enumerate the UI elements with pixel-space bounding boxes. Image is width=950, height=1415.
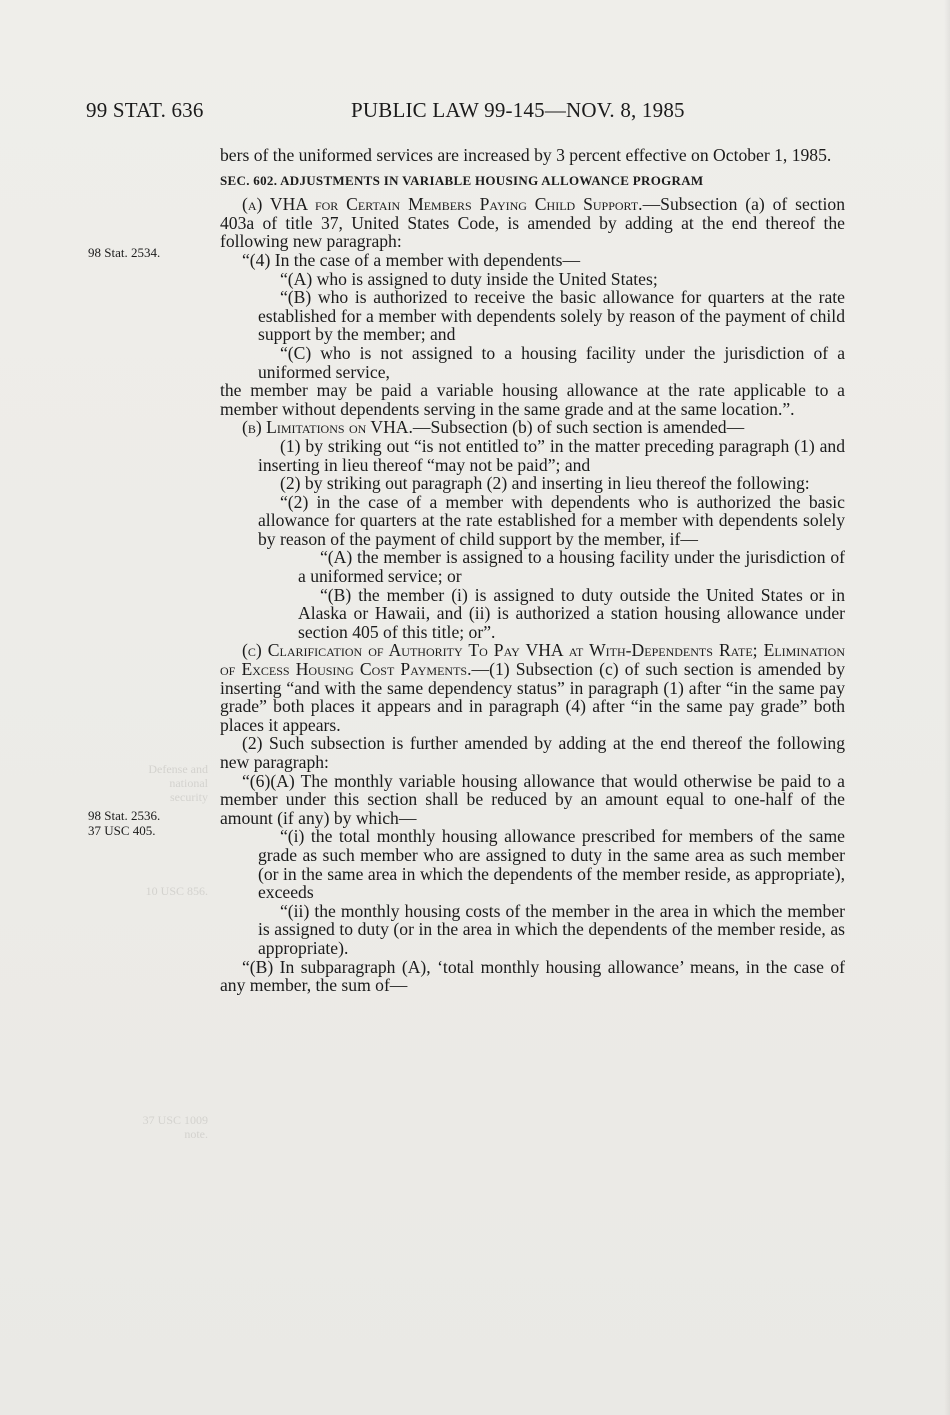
margin-note-line: 37 USC 405.: [88, 823, 156, 838]
paragraph: “(i) the total monthly housing allowance prescribed for members of the same grade as such member who are assigned to duty in the same area as such member (or in the same area in which the dependents of the member reside, as appropriate), exceeds: [258, 826, 845, 903]
subsection-text: —Subsection (a) of section 403a of title 37, United States Code, is amended by adding at the end thereof the following new paragraph:: [220, 194, 845, 252]
statute-body: [220, 146, 845, 995]
margin-note-98-stat-2534: [88, 245, 160, 260]
ghost-note-usc-856: [98, 884, 208, 898]
paragraph: the member may be paid a variable housing allowance at the rate applicable to a member without dependents serving in the same grade and at the same location.”.: [220, 380, 845, 419]
subsection-heading: (c) Clarification of Authority To Pay VHA at With-Dependents Rate; Elimination of Excess Housing Cost Payments.: [220, 640, 845, 680]
subsection-text: —Subsection (b) of such section is amended—: [412, 417, 745, 438]
paragraph: “(4) In the case of a member with dependents—: [242, 249, 581, 270]
subsection-heading: (b) Limitations on VHA.: [242, 417, 413, 438]
paragraph: (2) by striking out paragraph (2) and inserting in lieu thereof the following:: [280, 473, 810, 494]
subsection-b: [220, 418, 845, 437]
subsection-heading: (a) VHA for Certain Members Paying Child Support.: [242, 194, 643, 215]
paragraph: “(B) who is authorized to receive the basic allowance for quarters at the rate established for a member with dependents solely by reason of the payment of child support by the member; and: [258, 287, 845, 345]
margin-note-line: 98 Stat. 2534.: [88, 245, 161, 260]
paragraph: “(B) In subparagraph (A), ‘total monthly housing allowance’ means, in the case of any member, the sum of—: [220, 956, 845, 996]
ghost-note-line: security: [170, 790, 208, 804]
ghost-note-line: national: [169, 776, 208, 790]
ghost-note-line: Defense and: [148, 762, 208, 776]
ghost-note-line: 10 USC 856.: [145, 884, 208, 898]
paragraph: “(C) who is not assigned to a housing facility under the jurisdiction of a uniformed service,: [258, 342, 845, 382]
ghost-note-defense: [108, 762, 208, 804]
ghost-note-usc-1009: [98, 1113, 208, 1141]
paragraph: “(A) who is assigned to duty inside the United States;: [280, 268, 658, 289]
subsection-c: [220, 641, 845, 734]
paragraph: “(A) the member is assigned to a housing facility under the jurisdiction of a uniformed service; or: [298, 547, 845, 587]
paragraph: “(B) the member (i) is assigned to duty outside the United States or in Alaska or Hawaii, and (ii) is authorized a station housing allowance under section 405 of this title; or”.: [298, 584, 845, 642]
paragraph: “(2) in the case of a member with dependents who is authorized the basic allowance for quarters at the rate established for a member with dependents solely by reason of the payment of child support by the member, if—: [258, 491, 845, 549]
ghost-note-line: note.: [184, 1127, 208, 1141]
ghost-note-line: 37 USC 1009: [142, 1113, 208, 1127]
margin-note-98-stat-2536: [88, 808, 160, 838]
running-head: [86, 98, 866, 128]
paragraph: (2) Such subsection is further amended by adding at the end thereof the following new paragraph:: [220, 733, 845, 772]
section-heading: SEC. 602. ADJUSTMENTS IN VARIABLE HOUSING ALLOWANCE PROGRAM: [220, 172, 704, 188]
paragraph: bers of the uniformed services are increased by 3 percent effective on October 1, 1985.: [220, 145, 832, 165]
paragraph: “(ii) the monthly housing costs of the member in the area in which the member is assigned to duty (or in the area in which the dependents of the member reside, as appropriate).: [258, 900, 845, 958]
paragraph: (1) by striking out “is not entitled to” in the matter preceding paragraph (1) and inserting in lieu thereof “may not be paid”; and: [258, 435, 845, 475]
margin-note-line: 98 Stat. 2536.: [88, 808, 161, 823]
paragraph: “(6)(A) The monthly variable housing allowance that would otherwise be paid to a member under this section shall be reduced by an amount equal to one-half of the amount (if any) by which—: [220, 770, 845, 828]
subsection-text: —(1) Subsection (c) of such section is amended by inserting “and with the same dependency status” in paragraph (1) after “in the same pay grade” both places it appears and in paragraph (4) after “in the same pay grade” both places it appears.: [220, 659, 845, 735]
subsection-a: [220, 195, 845, 251]
page-edge-shadow: [944, 0, 950, 1415]
law-title: PUBLIC LAW 99-145—NOV. 8, 1985: [351, 98, 685, 122]
stat-page-number: 99 STAT. 636: [86, 98, 204, 122]
